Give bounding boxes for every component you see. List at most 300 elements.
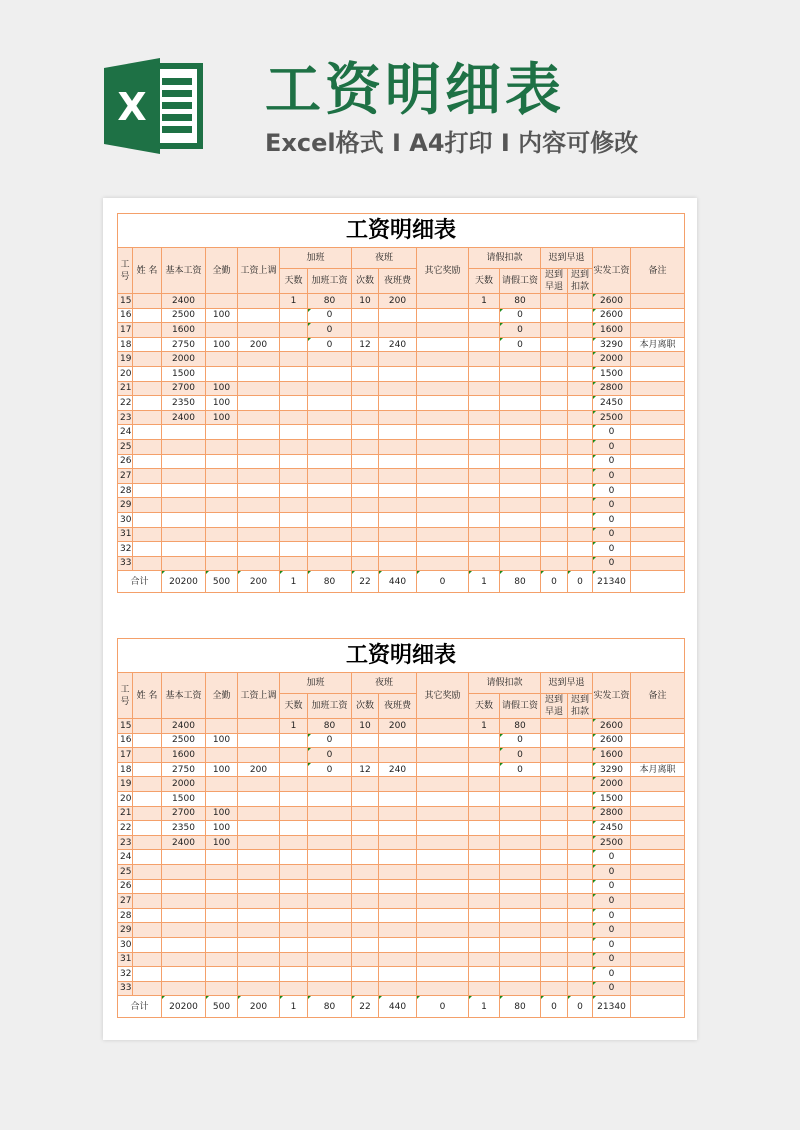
- table-cell[interactable]: [280, 425, 308, 440]
- table-cell[interactable]: 0: [593, 908, 631, 923]
- table-cell[interactable]: [308, 439, 352, 454]
- table-cell[interactable]: [631, 556, 685, 571]
- table-cell[interactable]: [379, 454, 417, 469]
- table-cell[interactable]: [568, 483, 593, 498]
- table-cell[interactable]: [568, 469, 593, 484]
- table-cell[interactable]: [500, 542, 541, 557]
- table-cell[interactable]: 32: [118, 542, 133, 557]
- table-cell[interactable]: [206, 366, 238, 381]
- table-cell[interactable]: [379, 469, 417, 484]
- table-cell[interactable]: [206, 791, 238, 806]
- table-cell[interactable]: 100: [206, 762, 238, 777]
- table-cell[interactable]: [308, 498, 352, 513]
- table-cell[interactable]: [541, 439, 568, 454]
- table-cell[interactable]: 0: [308, 748, 352, 763]
- table-cell[interactable]: [352, 835, 379, 850]
- table-cell[interactable]: [162, 483, 206, 498]
- table-cell[interactable]: [238, 396, 280, 411]
- table-cell[interactable]: 2350: [162, 396, 206, 411]
- table-cell[interactable]: [308, 864, 352, 879]
- table-cell[interactable]: [500, 556, 541, 571]
- table-cell[interactable]: [133, 791, 162, 806]
- table-cell[interactable]: 0: [593, 454, 631, 469]
- table-cell[interactable]: [352, 908, 379, 923]
- table-cell[interactable]: 12: [352, 337, 379, 352]
- table-cell[interactable]: [568, 425, 593, 440]
- table-cell[interactable]: [469, 733, 500, 748]
- table-cell[interactable]: [379, 864, 417, 879]
- table-cell[interactable]: [417, 469, 469, 484]
- table-cell[interactable]: 23: [118, 835, 133, 850]
- table-cell[interactable]: 200: [238, 337, 280, 352]
- table-cell[interactable]: [568, 879, 593, 894]
- table-cell[interactable]: [133, 748, 162, 763]
- table-cell[interactable]: 1600: [162, 748, 206, 763]
- table-cell[interactable]: 1600: [593, 748, 631, 763]
- table-cell[interactable]: 2500: [162, 733, 206, 748]
- table-cell[interactable]: 23: [118, 410, 133, 425]
- table-cell[interactable]: [133, 850, 162, 865]
- table-cell[interactable]: [238, 469, 280, 484]
- table-cell[interactable]: [631, 439, 685, 454]
- table-cell[interactable]: [469, 498, 500, 513]
- total-cell[interactable]: [631, 996, 685, 1018]
- table-cell[interactable]: [417, 762, 469, 777]
- table-cell[interactable]: [541, 556, 568, 571]
- table-cell[interactable]: 27: [118, 894, 133, 909]
- table-cell[interactable]: 0: [308, 323, 352, 338]
- table-cell[interactable]: [352, 425, 379, 440]
- table-cell[interactable]: 2700: [162, 806, 206, 821]
- table-cell[interactable]: [469, 410, 500, 425]
- total-cell[interactable]: 80: [500, 571, 541, 593]
- table-cell[interactable]: [352, 981, 379, 996]
- table-cell[interactable]: [352, 454, 379, 469]
- table-cell[interactable]: [500, 396, 541, 411]
- table-cell[interactable]: [133, 821, 162, 836]
- table-cell[interactable]: [206, 719, 238, 734]
- table-cell[interactable]: [238, 483, 280, 498]
- table-cell[interactable]: [417, 821, 469, 836]
- table-cell[interactable]: 200: [379, 294, 417, 309]
- table-cell[interactable]: [469, 396, 500, 411]
- table-cell[interactable]: [238, 835, 280, 850]
- table-cell[interactable]: 0: [308, 762, 352, 777]
- table-cell[interactable]: [469, 425, 500, 440]
- table-cell[interactable]: [206, 498, 238, 513]
- table-cell[interactable]: 0: [308, 337, 352, 352]
- table-cell[interactable]: [238, 923, 280, 938]
- table-cell[interactable]: [568, 410, 593, 425]
- table-cell[interactable]: [568, 527, 593, 542]
- table-cell[interactable]: [500, 864, 541, 879]
- table-cell[interactable]: [568, 498, 593, 513]
- table-cell[interactable]: 0: [593, 556, 631, 571]
- table-cell[interactable]: [352, 512, 379, 527]
- table-cell[interactable]: [469, 806, 500, 821]
- table-cell[interactable]: [417, 294, 469, 309]
- table-cell[interactable]: [417, 791, 469, 806]
- table-cell[interactable]: [631, 923, 685, 938]
- table-cell[interactable]: [280, 923, 308, 938]
- table-cell[interactable]: [541, 381, 568, 396]
- table-cell[interactable]: [568, 337, 593, 352]
- table-cell[interactable]: 0: [593, 469, 631, 484]
- table-cell[interactable]: [541, 425, 568, 440]
- table-cell[interactable]: [631, 542, 685, 557]
- table-cell[interactable]: 2500: [593, 410, 631, 425]
- table-cell[interactable]: [352, 894, 379, 909]
- table-cell[interactable]: 0: [500, 308, 541, 323]
- table-cell[interactable]: [308, 908, 352, 923]
- table-cell[interactable]: 32: [118, 967, 133, 982]
- table-cell[interactable]: [352, 498, 379, 513]
- table-cell[interactable]: 80: [500, 294, 541, 309]
- table-cell[interactable]: [133, 835, 162, 850]
- table-cell[interactable]: [379, 483, 417, 498]
- table-cell[interactable]: [133, 879, 162, 894]
- table-cell[interactable]: 1500: [162, 366, 206, 381]
- table-cell[interactable]: 10: [352, 294, 379, 309]
- table-cell[interactable]: [568, 762, 593, 777]
- table-cell[interactable]: [469, 762, 500, 777]
- table-cell[interactable]: [568, 733, 593, 748]
- table-cell[interactable]: [631, 366, 685, 381]
- table-cell[interactable]: [133, 806, 162, 821]
- table-cell[interactable]: [417, 894, 469, 909]
- table-cell[interactable]: [500, 850, 541, 865]
- table-cell[interactable]: [206, 512, 238, 527]
- table-cell[interactable]: 2400: [162, 835, 206, 850]
- table-cell[interactable]: [238, 967, 280, 982]
- table-cell[interactable]: 26: [118, 454, 133, 469]
- table-cell[interactable]: 22: [118, 821, 133, 836]
- table-cell[interactable]: [469, 981, 500, 996]
- table-cell[interactable]: 0: [500, 748, 541, 763]
- table-cell[interactable]: [238, 294, 280, 309]
- table-cell[interactable]: [133, 469, 162, 484]
- table-cell[interactable]: [469, 454, 500, 469]
- table-cell[interactable]: [541, 850, 568, 865]
- table-cell[interactable]: [308, 366, 352, 381]
- table-cell[interactable]: 2600: [593, 719, 631, 734]
- table-cell[interactable]: [308, 967, 352, 982]
- table-cell[interactable]: [352, 864, 379, 879]
- table-cell[interactable]: [379, 308, 417, 323]
- table-cell[interactable]: [162, 512, 206, 527]
- table-cell[interactable]: 0: [593, 952, 631, 967]
- table-cell[interactable]: [280, 410, 308, 425]
- table-cell[interactable]: [568, 512, 593, 527]
- table-cell[interactable]: [541, 937, 568, 952]
- table-cell[interactable]: [631, 483, 685, 498]
- table-cell[interactable]: [238, 894, 280, 909]
- table-cell[interactable]: 2450: [593, 821, 631, 836]
- table-cell[interactable]: [500, 923, 541, 938]
- table-cell[interactable]: 2600: [593, 308, 631, 323]
- table-cell[interactable]: [379, 952, 417, 967]
- table-cell[interactable]: 0: [593, 894, 631, 909]
- table-cell[interactable]: [308, 981, 352, 996]
- table-cell[interactable]: [631, 937, 685, 952]
- table-cell[interactable]: [280, 879, 308, 894]
- table-cell[interactable]: [162, 850, 206, 865]
- table-cell[interactable]: [500, 894, 541, 909]
- table-cell[interactable]: [541, 527, 568, 542]
- table-cell[interactable]: [308, 425, 352, 440]
- table-cell[interactable]: 22: [118, 396, 133, 411]
- table-cell[interactable]: [238, 542, 280, 557]
- table-cell[interactable]: 1500: [593, 366, 631, 381]
- table-cell[interactable]: [206, 469, 238, 484]
- total-cell[interactable]: 0: [541, 996, 568, 1018]
- table-cell[interactable]: [541, 512, 568, 527]
- table-cell[interactable]: [206, 952, 238, 967]
- table-cell[interactable]: [500, 454, 541, 469]
- table-cell[interactable]: [206, 894, 238, 909]
- table-cell[interactable]: [379, 981, 417, 996]
- table-cell[interactable]: [206, 454, 238, 469]
- total-cell[interactable]: 200: [238, 996, 280, 1018]
- table-cell[interactable]: [417, 719, 469, 734]
- table-cell[interactable]: [206, 556, 238, 571]
- table-cell[interactable]: [417, 483, 469, 498]
- total-cell[interactable]: 0: [568, 996, 593, 1018]
- table-cell[interactable]: [500, 381, 541, 396]
- table-cell[interactable]: [352, 381, 379, 396]
- table-cell[interactable]: [379, 366, 417, 381]
- table-cell[interactable]: [417, 937, 469, 952]
- table-cell[interactable]: 18: [118, 762, 133, 777]
- table-cell[interactable]: [417, 381, 469, 396]
- total-cell[interactable]: 440: [379, 571, 417, 593]
- table-cell[interactable]: [238, 719, 280, 734]
- table-cell[interactable]: [500, 527, 541, 542]
- table-cell[interactable]: [631, 981, 685, 996]
- table-cell[interactable]: 2400: [162, 719, 206, 734]
- table-cell[interactable]: [162, 879, 206, 894]
- table-cell[interactable]: 0: [593, 512, 631, 527]
- table-cell[interactable]: 0: [593, 483, 631, 498]
- table-cell[interactable]: [417, 352, 469, 367]
- table-cell[interactable]: [308, 454, 352, 469]
- table-cell[interactable]: [308, 381, 352, 396]
- table-cell[interactable]: [500, 952, 541, 967]
- table-cell[interactable]: [162, 967, 206, 982]
- table-cell[interactable]: [280, 981, 308, 996]
- table-cell[interactable]: [133, 967, 162, 982]
- table-cell[interactable]: [133, 981, 162, 996]
- table-cell[interactable]: [631, 425, 685, 440]
- table-cell[interactable]: 0: [593, 879, 631, 894]
- table-cell[interactable]: [133, 439, 162, 454]
- table-cell[interactable]: [568, 308, 593, 323]
- table-cell[interactable]: [162, 894, 206, 909]
- table-cell[interactable]: [417, 410, 469, 425]
- table-cell[interactable]: [541, 777, 568, 792]
- table-cell[interactable]: [379, 821, 417, 836]
- table-cell[interactable]: [308, 512, 352, 527]
- table-cell[interactable]: [568, 835, 593, 850]
- table-cell[interactable]: [469, 381, 500, 396]
- table-cell[interactable]: 0: [308, 308, 352, 323]
- table-cell[interactable]: [238, 733, 280, 748]
- table-cell[interactable]: [133, 396, 162, 411]
- table-cell[interactable]: [352, 733, 379, 748]
- table-cell[interactable]: [469, 967, 500, 982]
- table-cell[interactable]: [500, 366, 541, 381]
- table-cell[interactable]: [469, 850, 500, 865]
- table-cell[interactable]: 30: [118, 512, 133, 527]
- table-cell[interactable]: [133, 425, 162, 440]
- table-cell[interactable]: [379, 323, 417, 338]
- table-cell[interactable]: [352, 952, 379, 967]
- table-cell[interactable]: [238, 777, 280, 792]
- table-cell[interactable]: [417, 425, 469, 440]
- table-cell[interactable]: 2700: [162, 381, 206, 396]
- table-cell[interactable]: [469, 864, 500, 879]
- table-cell[interactable]: [133, 337, 162, 352]
- table-cell[interactable]: [308, 806, 352, 821]
- table-cell[interactable]: [308, 952, 352, 967]
- table-cell[interactable]: [206, 352, 238, 367]
- table-cell[interactable]: [352, 527, 379, 542]
- table-cell[interactable]: [238, 981, 280, 996]
- table-cell[interactable]: [238, 425, 280, 440]
- table-cell[interactable]: 10: [352, 719, 379, 734]
- table-cell[interactable]: [631, 835, 685, 850]
- table-cell[interactable]: 2000: [162, 352, 206, 367]
- table-cell[interactable]: [379, 879, 417, 894]
- table-cell[interactable]: [308, 410, 352, 425]
- table-cell[interactable]: [500, 981, 541, 996]
- table-cell[interactable]: 25: [118, 864, 133, 879]
- table-cell[interactable]: 20: [118, 791, 133, 806]
- table-cell[interactable]: 19: [118, 352, 133, 367]
- table-cell[interactable]: [280, 352, 308, 367]
- table-cell[interactable]: [568, 719, 593, 734]
- table-cell[interactable]: [379, 791, 417, 806]
- table-cell[interactable]: [631, 527, 685, 542]
- table-cell[interactable]: 0: [500, 733, 541, 748]
- table-cell[interactable]: 24: [118, 850, 133, 865]
- table-cell[interactable]: 18: [118, 337, 133, 352]
- table-cell[interactable]: [469, 556, 500, 571]
- table-cell[interactable]: 28: [118, 908, 133, 923]
- table-cell[interactable]: [631, 352, 685, 367]
- table-cell[interactable]: [568, 791, 593, 806]
- table-cell[interactable]: [352, 937, 379, 952]
- table-cell[interactable]: [541, 762, 568, 777]
- table-cell[interactable]: [631, 498, 685, 513]
- table-cell[interactable]: [568, 821, 593, 836]
- table-cell[interactable]: [631, 864, 685, 879]
- table-cell[interactable]: [379, 923, 417, 938]
- table-cell[interactable]: [379, 425, 417, 440]
- table-cell[interactable]: [541, 294, 568, 309]
- table-cell[interactable]: [133, 923, 162, 938]
- table-cell[interactable]: [162, 542, 206, 557]
- table-cell[interactable]: [631, 308, 685, 323]
- table-cell[interactable]: [500, 469, 541, 484]
- table-cell[interactable]: [238, 352, 280, 367]
- table-cell[interactable]: [379, 542, 417, 557]
- table-cell[interactable]: [352, 352, 379, 367]
- table-cell[interactable]: [417, 323, 469, 338]
- table-cell[interactable]: [417, 835, 469, 850]
- table-cell[interactable]: [379, 498, 417, 513]
- table-cell[interactable]: [631, 410, 685, 425]
- table-cell[interactable]: [500, 791, 541, 806]
- table-cell[interactable]: [417, 864, 469, 879]
- table-cell[interactable]: [206, 323, 238, 338]
- table-cell[interactable]: [500, 498, 541, 513]
- table-cell[interactable]: [352, 542, 379, 557]
- table-cell[interactable]: [133, 908, 162, 923]
- table-cell[interactable]: [541, 410, 568, 425]
- table-cell[interactable]: [133, 777, 162, 792]
- table-cell[interactable]: [631, 454, 685, 469]
- table-cell[interactable]: [308, 835, 352, 850]
- table-cell[interactable]: [568, 381, 593, 396]
- table-cell[interactable]: [469, 821, 500, 836]
- table-cell[interactable]: [541, 791, 568, 806]
- table-cell[interactable]: [308, 527, 352, 542]
- total-cell[interactable]: 21340: [593, 996, 631, 1018]
- table-cell[interactable]: [280, 469, 308, 484]
- table-cell[interactable]: [308, 777, 352, 792]
- table-cell[interactable]: [417, 439, 469, 454]
- table-cell[interactable]: [238, 308, 280, 323]
- table-cell[interactable]: [568, 850, 593, 865]
- table-cell[interactable]: [379, 410, 417, 425]
- table-cell[interactable]: [568, 396, 593, 411]
- table-cell[interactable]: 25: [118, 439, 133, 454]
- table-cell[interactable]: [352, 879, 379, 894]
- table-cell[interactable]: [469, 308, 500, 323]
- table-cell[interactable]: [238, 527, 280, 542]
- table-cell[interactable]: [206, 967, 238, 982]
- table-cell[interactable]: [238, 512, 280, 527]
- table-cell[interactable]: [280, 542, 308, 557]
- table-cell[interactable]: [133, 410, 162, 425]
- table-cell[interactable]: [206, 542, 238, 557]
- table-cell[interactable]: [469, 512, 500, 527]
- table-cell[interactable]: [417, 952, 469, 967]
- table-cell[interactable]: [417, 748, 469, 763]
- table-cell[interactable]: [280, 366, 308, 381]
- table-cell[interactable]: [500, 937, 541, 952]
- table-cell[interactable]: [379, 894, 417, 909]
- table-cell[interactable]: [500, 512, 541, 527]
- table-cell[interactable]: [631, 908, 685, 923]
- table-cell[interactable]: [352, 748, 379, 763]
- table-cell[interactable]: [280, 748, 308, 763]
- table-cell[interactable]: 19: [118, 777, 133, 792]
- table-cell[interactable]: [541, 806, 568, 821]
- table-cell[interactable]: [500, 483, 541, 498]
- table-cell[interactable]: [133, 366, 162, 381]
- table-cell[interactable]: [308, 923, 352, 938]
- table-cell[interactable]: [469, 952, 500, 967]
- table-cell[interactable]: [417, 967, 469, 982]
- table-cell[interactable]: 1: [280, 294, 308, 309]
- table-cell[interactable]: 80: [308, 719, 352, 734]
- table-cell[interactable]: [238, 864, 280, 879]
- table-cell[interactable]: [280, 308, 308, 323]
- table-cell[interactable]: [280, 439, 308, 454]
- table-cell[interactable]: [133, 323, 162, 338]
